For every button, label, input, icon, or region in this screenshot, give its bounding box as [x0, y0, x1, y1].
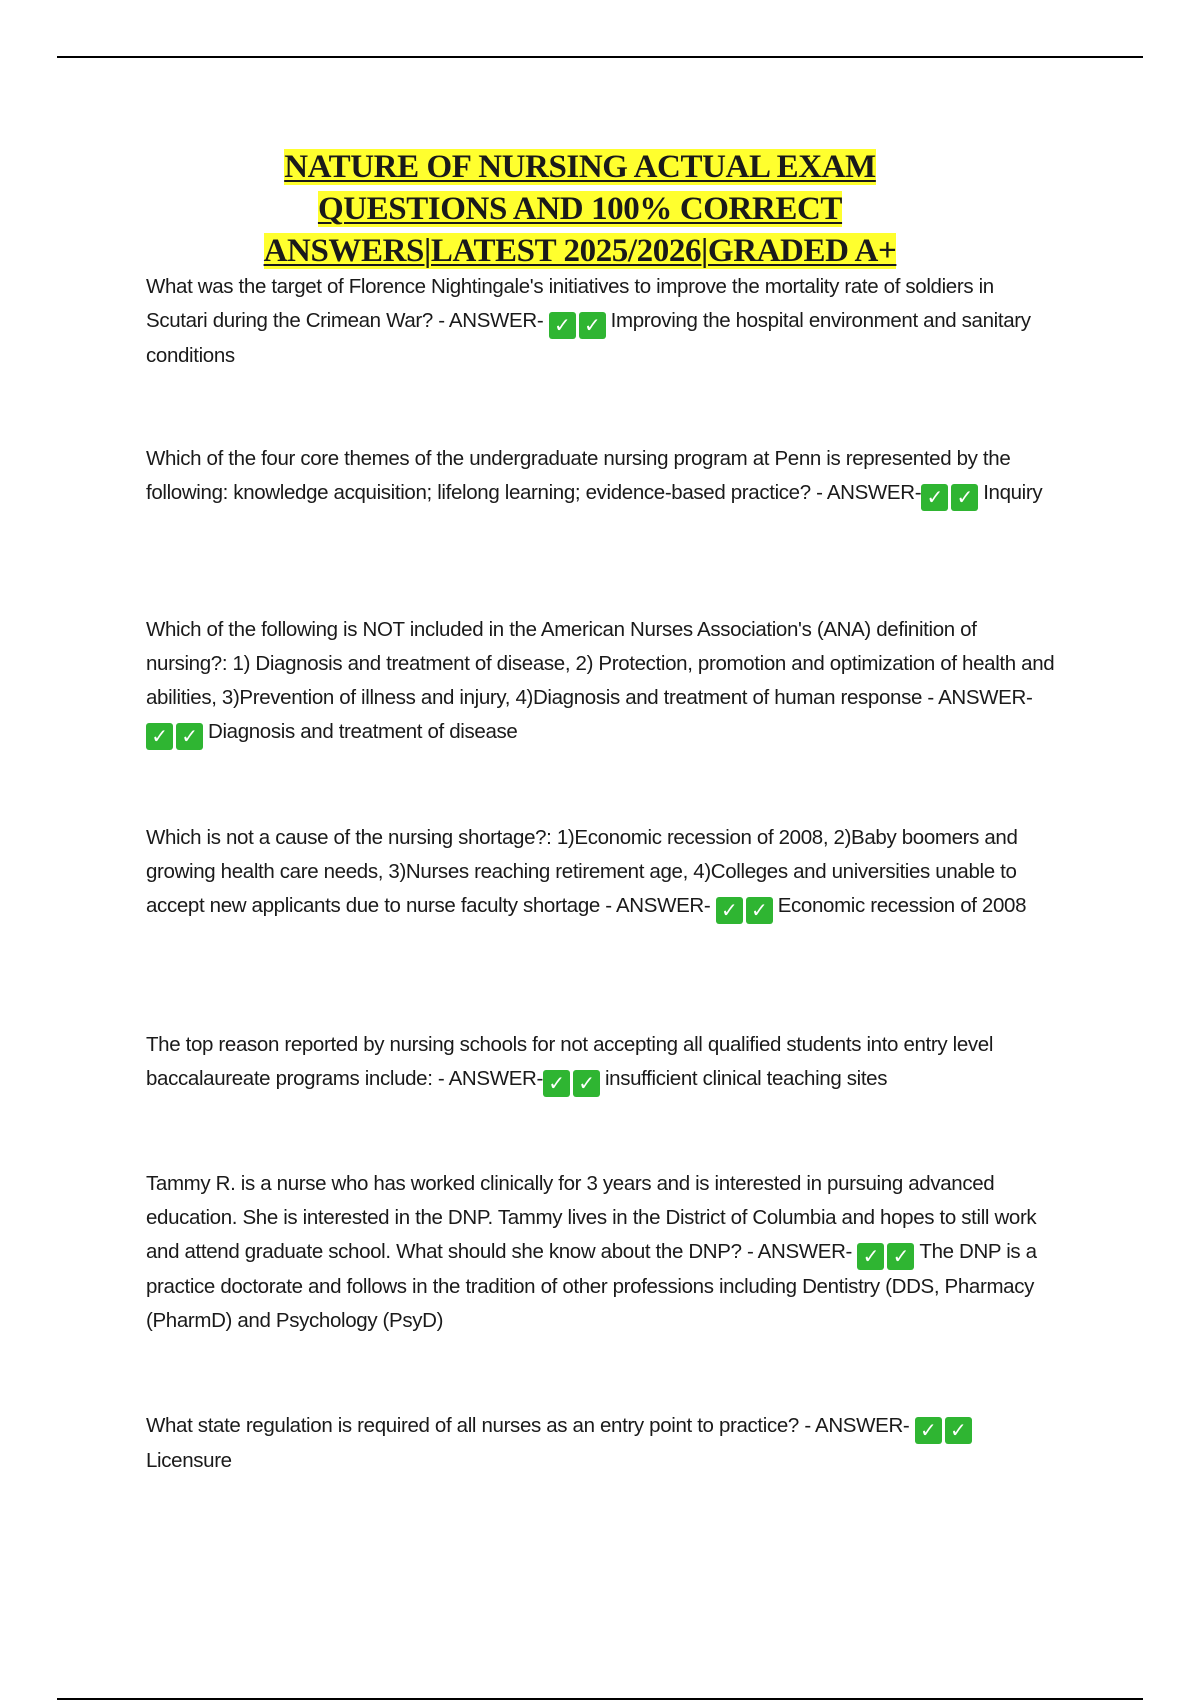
answer-text: The DNP is a practice doctorate and follows in the tradition of other professions including Dentistry (DDS, Pharmacy (PharmD) and Psychology (PsyD) — [146, 1240, 1037, 1332]
check-mark-icon: ✓ — [543, 1070, 570, 1097]
qa-item — [146, 821, 1056, 924]
qa-item — [146, 1167, 1056, 1338]
title-line: QUESTIONS AND 100% CORRECT — [317, 191, 843, 227]
check-mark-icon: ✓ — [549, 312, 576, 339]
top-divider — [57, 56, 1143, 58]
qa-item — [146, 270, 1056, 373]
question-text: Which of the four core themes of the undergraduate nursing program at Penn is represented by the following: knowledge acquisition; lifelong learning; evidence-based practice? - ANSWER- — [146, 447, 1011, 504]
question-text: The top reason reported by nursing schools for not accepting all qualified students into entry level baccalaureate programs include: - ANSWER- — [146, 1033, 994, 1090]
check-mark-icon: ✓ — [945, 1417, 972, 1444]
question-text: Which of the following is NOT included in the American Nurses Association's (ANA) definition of nursing?: 1) Diagnosis and treatment of disease, 2) Protection, promotion and optimization of health and abilities, 3)Prevention of illness and injury, 4)Diagnosis and treatment of human response - ANSWER- — [146, 618, 1055, 709]
qa-item — [146, 1409, 1056, 1478]
check-mark-icon: ✓ — [746, 897, 773, 924]
qa-item — [146, 1028, 1056, 1097]
answer-text: insufficient clinical teaching sites — [604, 1067, 888, 1090]
check-mark-icon: ✓ — [716, 897, 743, 924]
qa-item — [146, 613, 1056, 750]
question-text: Tammy R. is a nurse who has worked clinically for 3 years and is interested in pursuing advanced education. She is interested in the DNP. Tammy lives in the District of Columbia and hopes to still work and attend graduate school. What should she know about the DNP? - ANSWER- — [146, 1172, 1037, 1263]
check-mark-icon: ✓ — [579, 312, 606, 339]
check-mark-icon: ✓ — [951, 484, 978, 511]
check-mark-icon: ✓ — [887, 1243, 914, 1270]
check-mark-icon: ✓ — [573, 1070, 600, 1097]
check-mark-icon: ✓ — [176, 723, 203, 750]
answer-text: Diagnosis and treatment of disease — [208, 720, 518, 743]
check-mark-icon: ✓ — [915, 1417, 942, 1444]
check-mark-icon: ✓ — [857, 1243, 884, 1270]
check-mark-icon: ✓ — [146, 723, 173, 750]
check-mark-icon: ✓ — [921, 484, 948, 511]
answer-text: Inquiry — [983, 481, 1043, 504]
answer-text: Economic recession of 2008 — [777, 894, 1027, 917]
document-title — [120, 146, 1040, 272]
answer-text: Licensure — [146, 1449, 232, 1472]
question-text: What was the target of Florence Nightingale's initiatives to improve the mortality rate of soldiers in Scutari during the Crimean War? - ANSWER- — [146, 275, 994, 332]
qa-item — [146, 442, 1056, 511]
title-line: ANSWERS|LATEST 2025/2026|GRADED A+ — [263, 233, 897, 269]
answer-text: Improving the hospital environment and sanitary conditions — [146, 309, 1031, 367]
question-text: What state regulation is required of all nurses as an entry point to practice? - ANSWER- — [146, 1414, 910, 1437]
title-line: NATURE OF NURSING ACTUAL EXAM — [284, 149, 876, 185]
question-text: Which is not a cause of the nursing shortage?: 1)Economic recession of 2008, 2)Baby boomers and growing health care needs, 3)Nurses reaching retirement age, 4)Colleges and universities unable to accept new applicants due to nurse faculty shortage - ANSWER- — [146, 826, 1018, 917]
